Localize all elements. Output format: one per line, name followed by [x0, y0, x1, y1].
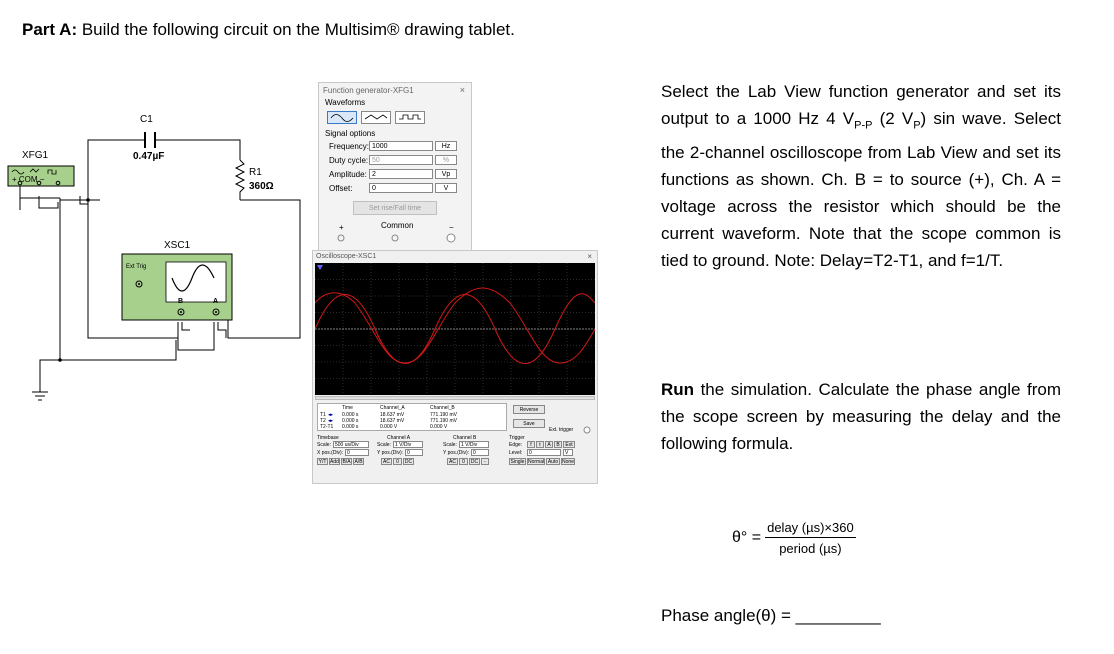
frequency-label: Frequency: — [329, 142, 370, 151]
amplitude-label: Amplitude: — [329, 170, 367, 179]
trigger-auto-button[interactable]: Auto — [547, 459, 559, 465]
trigger-none-button[interactable]: None — [562, 459, 574, 465]
cha-zero-button[interactable]: 0 — [393, 458, 402, 465]
trigger-ext-button[interactable]: Ext — [563, 441, 575, 448]
function-generator-window — [318, 82, 472, 254]
channel-a-label: A — [213, 298, 219, 305]
trigger-header: Trigger — [509, 435, 525, 441]
level-unit[interactable]: V — [563, 449, 573, 456]
xfg-label: XFG1 — [22, 150, 49, 161]
p1-text-1: Select the Lab View function generator and set its output to a 1000 Hz 4 V — [661, 82, 1061, 128]
chb-dc-button[interactable]: DC — [470, 459, 479, 465]
t2-arrow-icon[interactable]: ◂▸ — [328, 418, 334, 424]
readout-delta-a: 0.000 V — [380, 424, 398, 430]
chb-invert-button[interactable]: - — [481, 458, 489, 465]
formula-lhs: θ° = — [732, 529, 762, 546]
timebase-label: Timebase — [317, 435, 339, 441]
duty-input[interactable]: 50 — [369, 155, 433, 165]
readout-t2-time: 0.000 s — [342, 418, 359, 424]
amplitude-unit[interactable]: Vp — [435, 169, 457, 179]
readout-header-time: Time — [342, 405, 353, 411]
p1-sub-pp: P-P — [854, 119, 873, 132]
edge-falling-button[interactable]: t — [536, 441, 544, 448]
frequency-unit[interactable]: Hz — [435, 141, 457, 151]
trigger-a-button[interactable]: A — [545, 441, 553, 448]
readout-t2-label: T2 — [320, 418, 326, 424]
duty-label: Duty cycle: — [329, 156, 369, 165]
fg-minus-terminal: − — [449, 223, 454, 232]
ext-trig-label: Ext Trig — [126, 264, 147, 270]
readout-header-a: Channel_A — [380, 405, 405, 411]
ext-trigger-terminal-icon — [583, 426, 591, 434]
ext-trigger-label: Ext. trigger — [549, 427, 574, 433]
res-value-label: 360Ω — [249, 181, 274, 192]
timebase-scale-input[interactable]: 500 us/Div — [333, 441, 369, 448]
chb-scale-label: Scale: — [443, 442, 457, 448]
channel-b-header: Channel B — [453, 435, 477, 441]
run-text: the simulation. Calculate the phase angle from the scope screen by measuring the delay and the following formula. — [661, 380, 1061, 453]
oscilloscope-window — [312, 250, 598, 484]
part-label: Part A: — [22, 20, 78, 39]
readout-t1-label: T1 — [320, 412, 326, 418]
osc-close-button[interactable]: × — [587, 252, 592, 261]
chb-ypos-label: Y pos.(Div): — [443, 450, 470, 456]
channel-b-label: B — [178, 298, 184, 305]
p1-text-2: (2 V — [872, 109, 914, 128]
chb-scale-input[interactable]: 1 V/Div — [459, 441, 489, 448]
oscilloscope-screen[interactable] — [315, 263, 595, 395]
circuit-schematic — [0, 0, 320, 420]
cha-ypos-label: Y pos.(Div): — [377, 450, 404, 456]
xfg-terminals-label: + COM − — [12, 175, 45, 184]
xpos-input[interactable]: 0 — [345, 449, 369, 456]
readout-t1-time: 0.000 s — [342, 412, 359, 418]
formula-denominator: period (µs) — [779, 541, 842, 556]
save-button[interactable]: Save — [513, 419, 545, 428]
square-icon — [396, 112, 424, 123]
formula-fraction — [765, 520, 856, 556]
square-wave-button[interactable] — [395, 111, 425, 124]
readout-t1-a: 18.637 mV — [380, 412, 405, 418]
channel-a-header: Channel A — [387, 435, 411, 441]
t1-arrow-icon[interactable]: ◂▸ — [328, 412, 334, 418]
cha-scale-label: Scale: — [377, 442, 391, 448]
rise-fall-button[interactable]: Set rise/Fall time — [353, 201, 437, 215]
fg-common-label: Common — [381, 221, 414, 230]
cha-dc-button[interactable]: DC — [404, 459, 413, 465]
sine-wave-button[interactable] — [327, 111, 357, 124]
fg-close-button[interactable]: × — [459, 85, 465, 95]
cha-ypos-input[interactable]: 0 — [405, 449, 423, 456]
offset-input[interactable]: 0 — [369, 183, 433, 193]
level-label: Level: — [509, 450, 523, 456]
scope-traces — [315, 263, 595, 395]
readout-delta-time: 0.000 s — [342, 424, 359, 430]
readout-t2-a: 18.637 mV — [380, 418, 405, 424]
p1-text-3: ) sin wave. Select the 2-channel oscilloscope from Lab View and set its functions as shown. Ch. B = to source (+), Ch. A = voltage across the resistor which should be the current waveform. Note that the scope common is tied to ground. Note: Delay=T2-T1, and f=1/T. — [661, 109, 1061, 271]
frequency-input[interactable]: 1000 — [369, 141, 433, 151]
chb-ac-button[interactable]: AC — [447, 458, 458, 465]
trigger-normal-button[interactable]: Normal — [528, 459, 545, 465]
triangle-icon — [362, 112, 390, 123]
part-instruction: Build the following circuit on the Multisim® drawing tablet. — [81, 20, 515, 39]
run-paragraph — [661, 376, 1061, 457]
readout-t1-b: 771.190 mV — [430, 412, 457, 418]
xpos-label: X pos.(Div): — [317, 450, 344, 456]
phase-angle-answer: Phase angle(θ) = _________ — [661, 606, 881, 625]
instructions-paragraph — [661, 78, 1061, 274]
fg-title: Function generator-XFG1 — [323, 86, 414, 95]
chb-zero-button[interactable]: 0 — [459, 458, 468, 465]
formula-numerator: delay (µs)×360 — [765, 520, 856, 538]
osc-title: Oscilloscope-XSC1 — [316, 253, 377, 260]
amplitude-input[interactable]: 2 — [369, 169, 433, 179]
scope-ref-label: XSC1 — [164, 240, 191, 251]
chb-ypos-input[interactable]: 0 — [471, 449, 489, 456]
trigger-single-button[interactable]: Single — [510, 459, 525, 465]
edge-rising-button[interactable]: f — [527, 441, 535, 448]
mode-yt-button[interactable]: Y/T — [318, 459, 327, 465]
readout-delta-b: 0.000 V — [430, 424, 448, 430]
mode-ab-button[interactable]: A/B — [354, 459, 363, 465]
readout-t2-b: 771.190 mV — [430, 418, 457, 424]
level-input[interactable]: 0 — [527, 449, 561, 456]
cap-ref-label: C1 — [140, 114, 153, 125]
readout-header-b: Channel_B — [430, 405, 455, 411]
offset-label: Offset: — [329, 184, 353, 193]
mode-ba-button[interactable]: B/A — [342, 459, 351, 465]
cursor-readout — [317, 403, 507, 431]
offset-unit[interactable]: V — [435, 183, 457, 193]
readout-delta-label: T2-T1 — [320, 424, 334, 430]
res-ref-label: R1 — [249, 167, 262, 178]
edge-label: Edge: — [509, 442, 523, 448]
phase-formula — [732, 520, 856, 556]
reverse-button[interactable]: Reverse — [513, 405, 545, 414]
sine-icon — [328, 112, 356, 123]
cha-ac-button[interactable]: AC — [381, 458, 392, 465]
triangle-wave-button[interactable] — [361, 111, 391, 124]
p1-sub-p: P — [913, 119, 921, 132]
run-bold: Run — [661, 380, 695, 399]
cha-scale-input[interactable]: 1 V/Div — [393, 441, 423, 448]
osc-scrollbar[interactable] — [315, 396, 595, 400]
mode-add-button[interactable]: Add — [330, 459, 339, 465]
fg-terminal-icons — [333, 233, 463, 245]
cap-value-label: 0.47µF — [133, 151, 165, 162]
fg-plus-terminal: + — [339, 223, 344, 232]
duty-unit: % — [435, 155, 457, 165]
timebase-scale-label: Scale: — [317, 442, 331, 448]
trigger-b-button[interactable]: B — [554, 441, 562, 448]
waveforms-label: Waveforms — [325, 98, 366, 107]
signal-options-label: Signal options — [325, 129, 376, 138]
